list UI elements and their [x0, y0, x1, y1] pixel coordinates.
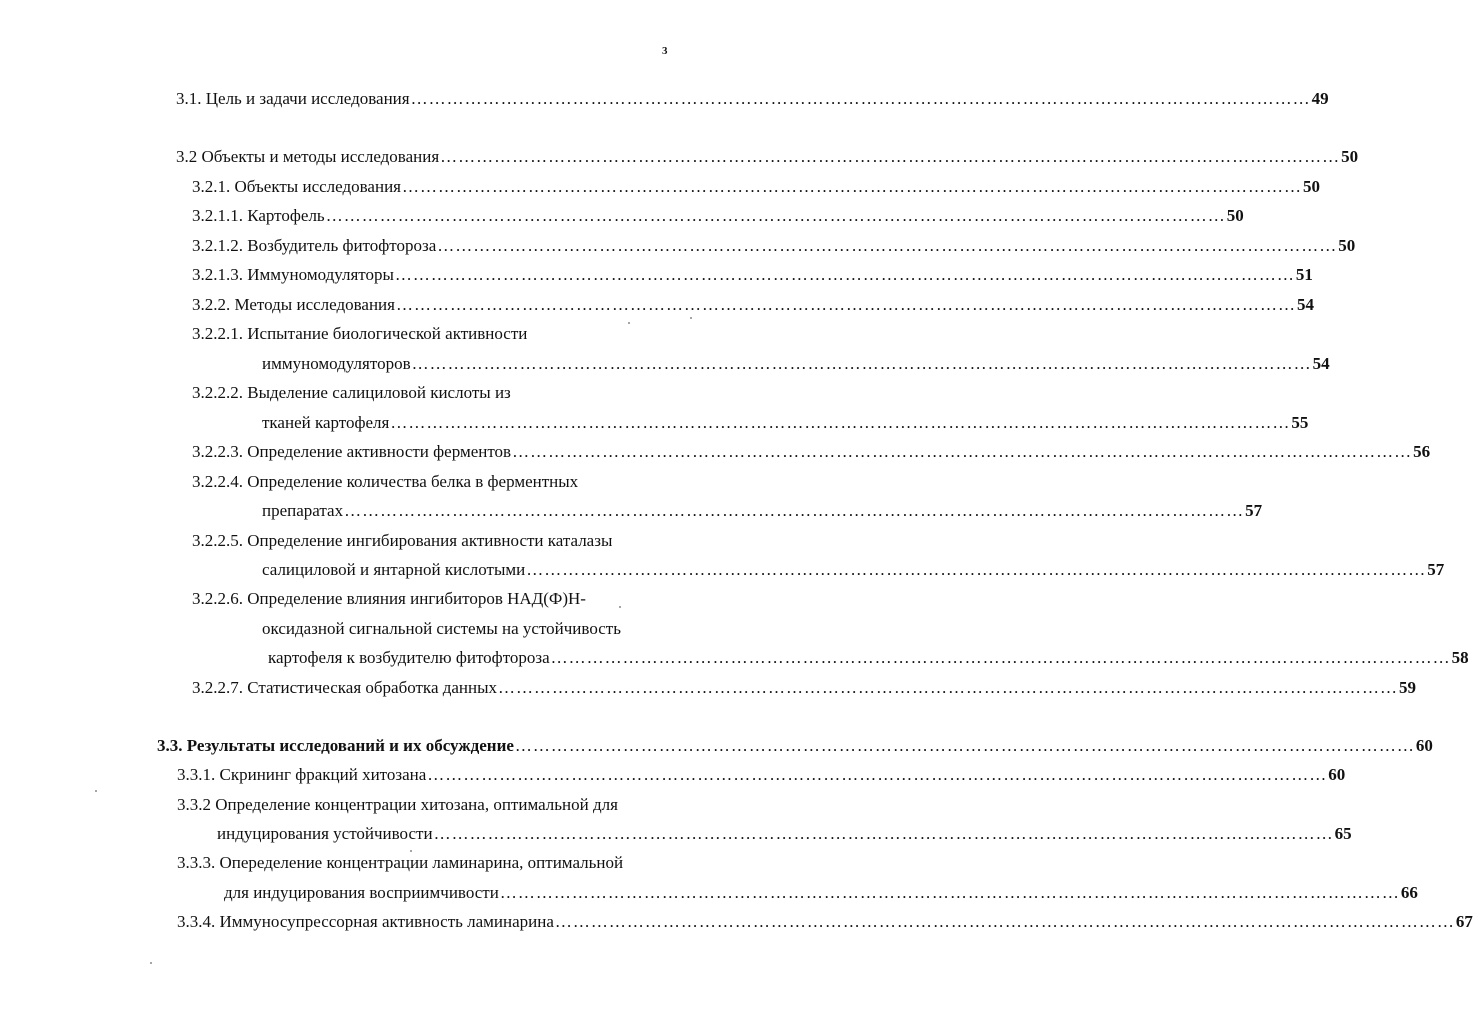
toc-entry-page: 54 — [1296, 295, 1314, 314]
toc-leader-dots: …………………………………………………………………………………………………………………………………… — [433, 824, 1334, 843]
toc-entry-page: 59 — [1399, 678, 1417, 697]
toc-entry-3-2-2-1 — [262, 354, 1330, 373]
toc-entry-title: препаратах — [262, 501, 344, 520]
toc-entry-3-2 — [176, 147, 1359, 166]
toc-entry-page: 50 — [1302, 177, 1320, 196]
scan-speck — [690, 317, 692, 319]
toc-entry-page: 51 — [1295, 265, 1313, 284]
toc-entry-3-2-2-7 — [192, 678, 1417, 697]
toc-entry-page: 55 — [1291, 413, 1309, 432]
toc-entry-title: 3.3. Результаты исследований и их обсуждение — [157, 736, 514, 755]
toc-entry-page: 58 — [1451, 648, 1469, 667]
toc-entry-page: 49 — [1311, 89, 1329, 108]
page-number: 3 — [662, 45, 668, 57]
toc-entry-page: 57 — [1427, 560, 1445, 579]
toc-leader-dots: …………………………………………………………………………………………………………………………………… — [514, 736, 1415, 755]
toc-entry-3-2-1-1 — [192, 206, 1244, 225]
toc-entry-page: 57 — [1245, 501, 1263, 520]
toc-entry-3-3-4 — [177, 912, 1473, 931]
toc-leader-dots: …………………………………………………………………………………………………………………………………… — [440, 147, 1341, 166]
toc-entry-title: 3.3.1. Скрининг фракций хитозана — [177, 765, 427, 784]
toc-leader-dots: …………………………………………………………………………………………………………………………………… — [427, 765, 1328, 784]
toc-entry-title: индуцирования устойчивости — [217, 824, 433, 843]
toc-leader-dots: …………………………………………………………………………………………………………………………………… — [344, 501, 1245, 520]
toc-entry-title: для индуцирования восприимчивости — [224, 883, 499, 902]
toc-entry-title: 3.2.2.7. Статистическая обработка данных — [192, 678, 498, 697]
toc-leader-dots: …………………………………………………………………………………………………………………………………… — [498, 678, 1399, 697]
toc-entry-3-1 — [176, 89, 1329, 108]
toc-leader-dots: …………………………………………………………………………………………………………………………………… — [512, 442, 1413, 461]
scan-speck — [628, 322, 630, 324]
toc-entry-title: 3.2.2. Методы исследования — [192, 295, 395, 314]
toc-entry-page: 67 — [1455, 912, 1473, 931]
scan-speck — [150, 962, 152, 964]
toc-entry-page: 50 — [1341, 147, 1359, 166]
toc-entry-3-2-1-3 — [192, 265, 1313, 284]
toc-entry-title: 3.2.2.3. Определение активности ферментов — [192, 442, 512, 461]
toc-leader-dots: …………………………………………………………………………………………………………………………………… — [550, 648, 1451, 667]
scan-speck — [619, 606, 621, 608]
toc-entry-page: 65 — [1334, 824, 1352, 843]
toc-entry-title: 3.2.1.1. Картофель — [192, 206, 325, 225]
scan-speck — [95, 790, 97, 792]
toc-leader-dots: …………………………………………………………………………………………………………………………………… — [554, 912, 1455, 931]
toc-entry-page: 50 — [1226, 206, 1244, 225]
toc-entry-3-2-2-4 — [262, 501, 1263, 520]
toc-entry-3-2-2-2-line1: 3.2.2.2. Выделение салициловой кислоты из — [192, 383, 511, 402]
toc-entry-3-2-2-6 — [268, 648, 1469, 667]
toc-leader-dots: …………………………………………………………………………………………………………………………………… — [437, 236, 1338, 255]
toc-entry-title: салициловой и янтарной кислотыми — [262, 560, 526, 579]
toc-entry-3-2-2-1-line1: 3.2.2.1. Испытание биологической активности — [192, 324, 528, 343]
toc-entry-3-2-1-2 — [192, 236, 1356, 255]
toc-entry-3-2-2-6-line2: оксидазной сигнальной системы на устойчивость — [262, 619, 621, 638]
toc-entry-title: картофеля к возбудителю фитофтороза — [268, 648, 550, 667]
toc-entry-title: тканей картофеля — [262, 413, 390, 432]
toc-entry-page: 50 — [1338, 236, 1356, 255]
toc-leader-dots: …………………………………………………………………………………………………………………………………… — [499, 883, 1400, 902]
toc-entry-3-3-3 — [224, 883, 1418, 902]
toc-entry-3-2-2-5-line1: 3.2.2.5. Определение ингибирования активности каталазы — [192, 531, 613, 550]
toc-entry-page: 60 — [1415, 736, 1433, 755]
toc-leader-dots: …………………………………………………………………………………………………………………………………… — [401, 177, 1302, 196]
toc-entry-3-2-2 — [192, 295, 1314, 314]
toc-entry-3-3-3-line1: 3.3.3. Опеределение концентрации ламинарина, оптимальной — [177, 853, 624, 872]
toc-leader-dots: …………………………………………………………………………………………………………………………………… — [394, 265, 1295, 284]
toc-entry-title: 3.2.1.3. Иммуномодуляторы — [192, 265, 394, 284]
toc-entry-3-2-1 — [192, 177, 1320, 196]
toc-entry-title: 3.1. Цель и задачи исследования — [176, 89, 410, 108]
toc-entry-3-3-2-line1: 3.3.2 Определение концентрации хитозана, оптимальной для — [177, 795, 618, 814]
toc-entry-3-2-2-6-line1: 3.2.2.6. Определение влияния ингибиторов НАД(Ф)Н- — [192, 589, 586, 608]
toc-entry-3-2-2-5 — [262, 560, 1445, 579]
toc-entry-title: иммуномодуляторов — [262, 354, 411, 373]
toc-entry-title: 3.3.4. Иммуносупрессорная активность ламинарина — [177, 912, 554, 931]
scan-speck — [410, 850, 412, 852]
toc-entry-3-2-2-3 — [192, 442, 1431, 461]
toc-leader-dots: …………………………………………………………………………………………………………………………………… — [395, 295, 1296, 314]
toc-entry-page: 66 — [1400, 883, 1418, 902]
toc-entry-title: 3.2 Объекты и методы исследования — [176, 147, 440, 166]
toc-entry-3-2-2-2 — [262, 413, 1309, 432]
toc-leader-dots: …………………………………………………………………………………………………………………………………… — [390, 413, 1291, 432]
toc-entry-3-3-2 — [217, 824, 1352, 843]
toc-entry-3-2-2-4-line1: 3.2.2.4. Определение количества белка в ферментных — [192, 472, 579, 491]
toc-leader-dots: …………………………………………………………………………………………………………………………………… — [526, 560, 1427, 579]
toc-entry-title: 3.2.1. Объекты исследования — [192, 177, 401, 196]
toc-entry-3-3-1 — [177, 765, 1346, 784]
toc-leader-dots: …………………………………………………………………………………………………………………………………… — [325, 206, 1226, 225]
toc-entry-page: 54 — [1312, 354, 1330, 373]
toc-leader-dots: …………………………………………………………………………………………………………………………………… — [410, 89, 1311, 108]
toc-entry-title: 3.2.1.2. Возбудитель фитофтороза — [192, 236, 437, 255]
toc-entry-3-3 — [157, 736, 1433, 755]
toc-entry-page: 60 — [1328, 765, 1346, 784]
toc-leader-dots: …………………………………………………………………………………………………………………………………… — [411, 354, 1312, 373]
toc-entry-page: 56 — [1413, 442, 1431, 461]
